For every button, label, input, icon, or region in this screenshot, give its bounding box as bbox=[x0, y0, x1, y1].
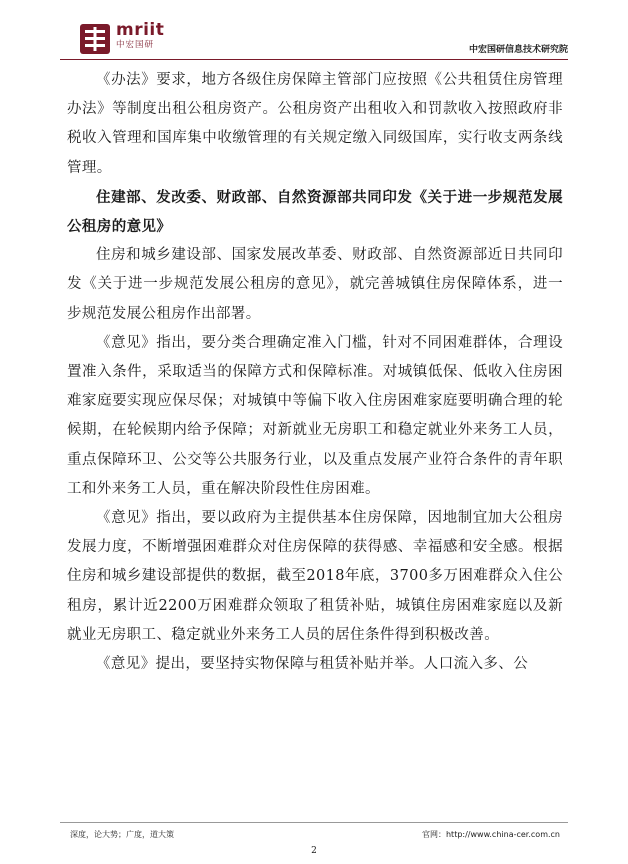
logo-chinese-name: 中宏国研 bbox=[116, 40, 155, 50]
page-header bbox=[60, 22, 568, 60]
paragraph: 《意见》提出，要坚持实物保障与租赁补贴并举。人口流入多、公 bbox=[96, 656, 529, 673]
logo bbox=[78, 22, 164, 58]
page-body bbox=[67, 66, 563, 679]
section-heading: 住建部、发改委、财政部、自然资源部共同印发《关于进一步规范发展公租房的意见》 bbox=[67, 188, 563, 236]
paragraph: 《意见》指出，要分类合理确定准入门槛，针对不同困难群体，合理设置准入条件，采取适当的保障方式和保障标准。对城镇低保、低收入住房困难家庭要实现应保尽保；对城镇中等偏下收入住房困难家庭要明确合理的轮候期，在轮候期内给予保障；对新就业无房职工和稳定就业外来务工人员，重点保障环卫、公交等公共服务行业，以及重点发展产业符合条件的青年职工和外来务工人员，重在解决阶段性住房困难。 bbox=[67, 334, 563, 497]
paragraph: 《意见》指出，要以政府为主提供基本住房保障，因地制宜加大公租房发展力度，不断增强困难群众对住房保障的获得感、幸福感和安全感。根据住房和城乡建设部提供的数据，截至2018年底，3700多万困难群众入住公租房，累计近2200万困难群众领取了租赁补贴，城镇住房困难家庭以及新就业无房职工、稳定就业外来务工人员的居住条件得到积极改善。 bbox=[67, 510, 563, 643]
page-number: 2 bbox=[311, 846, 317, 856]
header-rule bbox=[60, 59, 568, 60]
footer-slogan: 深度，论大势；广度，道大策 bbox=[70, 830, 174, 839]
logo-mark-icon bbox=[78, 22, 112, 56]
footer-website: 官网：http://www.china-cer.com.cn bbox=[421, 830, 560, 839]
paragraph: 住房和城乡建设部、国家发展改革委、财政部、自然资源部近日共同印发《关于进一步规范发展公租房的意见》，就完善城镇住房保障体系，进一步规范发展公租房作出部署。 bbox=[67, 247, 563, 322]
header-organization: 中宏国研信息技术研究院 bbox=[468, 45, 568, 55]
page-footer bbox=[60, 822, 568, 839]
logo-wordmark: mriit bbox=[116, 20, 165, 40]
paragraph: 《办法》要求，地方各级住房保障主管部门应按照《公共租赁住房管理办法》等制度出租公租房资产。公租房资产出租收入和罚款收入按照政府非税收入管理和国库集中收缴管理的有关规定缴入同级国库，实行收支两条线管理。 bbox=[67, 72, 563, 176]
